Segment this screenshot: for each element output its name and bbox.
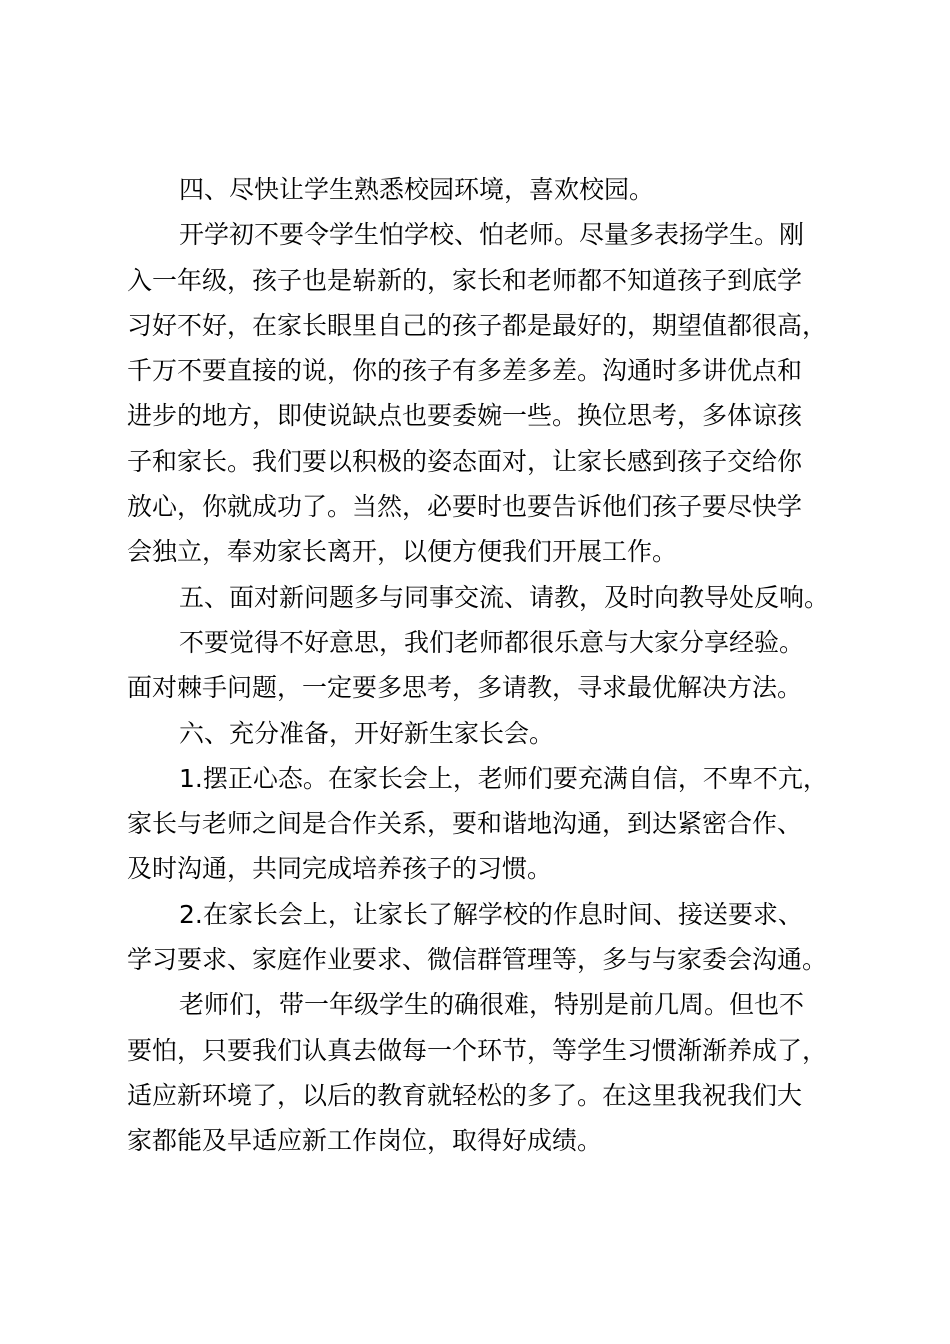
paragraph-line: 进步的地方，即使说缺点也要委婉一些。换位思考，多体谅孩 [127,401,803,431]
paragraph-line: 不要觉得不好意思，我们老师都很乐意与大家分享经验。 [179,627,805,657]
list-item-line: 1.摆正心态。在家长会上，老师们要充满自信，不卑不亢， [179,763,828,793]
paragraph-line: 面对棘手问题，一定要多思考，多请教，寻求最优解决方法。 [127,673,803,703]
paragraph-line: 开学初不要令学生怕学校、怕老师。尽量多表扬学生。刚 [179,220,805,250]
section-heading-6: 六、充分准备，开好新生家长会。 [179,718,555,748]
document-body [127,167,857,1164]
list-item-line: 家长与老师之间是合作关系，要和谐地沟通，到达紧密合作、 [127,809,803,839]
paragraph-line: 入一年级，孩子也是崭新的，家长和老师都不知道孩子到底学 [127,265,803,295]
closing-line: 家都能及早适应新工作岗位，取得好成绩。 [127,1126,603,1156]
closing-line: 老师们，带一年级学生的确很难，特别是前几周。但也不 [179,990,805,1020]
list-item-line: 及时沟通，共同完成培养孩子的习惯。 [127,854,553,884]
list-item-line: 2.在家长会上，让家长了解学校的作息时间、接送要求、 [179,899,803,929]
closing-line: 适应新环境了，以后的教育就轻松的多了。在这里我祝我们大 [127,1080,803,1110]
closing-line: 要怕，只要我们认真去做每一个环节，等学生习惯渐渐养成了， [127,1035,828,1065]
paragraph-line: 会独立，奉劝家长离开，以便方便我们开展工作。 [127,537,678,567]
paragraph-line: 习好不好，在家长眼里自己的孩子都是最好的，期望值都很高， [127,310,828,340]
paragraph-line: 放心，你就成功了。当然，必要时也要告诉他们孩子要尽快学 [127,492,803,522]
list-item-line: 学习要求、家庭作业要求、微信群管理等，多与与家委会沟通。 [127,945,828,975]
paragraph-line: 千万不要直接的说，你的孩子有多差多差。沟通时多讲优点和 [127,356,803,386]
section-heading-4: 四、尽快让学生熟悉校园环境，喜欢校园。 [179,175,655,204]
section-heading-5: 五、面对新问题多与同事交流、请教，及时向教导处反响。 [179,582,830,612]
paragraph-line: 子和家长。我们要以积极的姿态面对，让家长感到孩子交给你 [127,446,803,476]
